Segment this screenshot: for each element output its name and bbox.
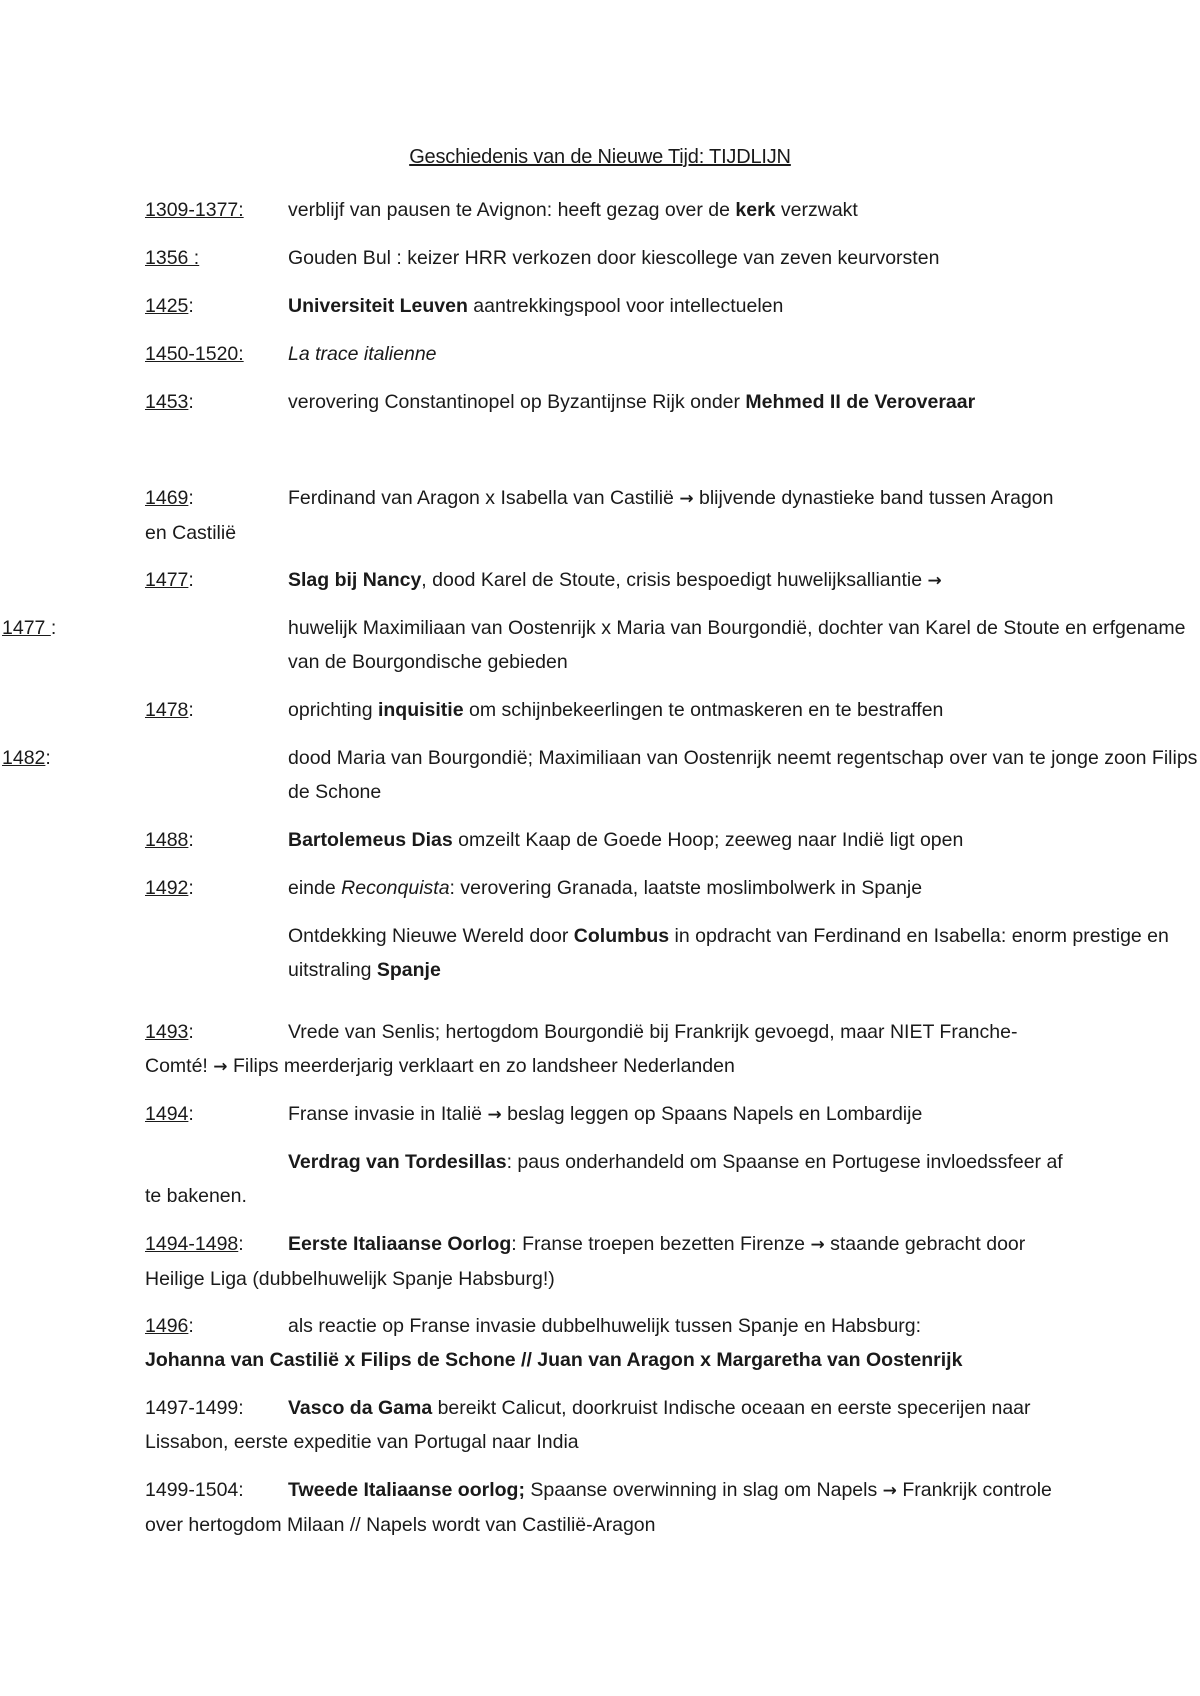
entry-date: 1482:	[2, 747, 51, 769]
entry-text-bold: Columbus	[573, 925, 670, 947]
timeline-entry	[145, 385, 1075, 419]
entry-date: 1492:	[145, 877, 194, 899]
timeline-entry	[145, 337, 1075, 371]
entry-text: oprichting inquisitie om schijnbekeerlingen te ontmaskeren en te bestraffen	[288, 699, 944, 721]
entry-text-bold: Spanje	[376, 959, 441, 981]
entry-date: 1494:	[145, 1103, 194, 1125]
timeline-entry-continuation	[145, 919, 1200, 987]
timeline-entry	[145, 693, 1075, 727]
arrow-right-icon: →	[679, 489, 694, 509]
entry-text: Bartolemeus Dias omzeilt Kaap de Goede Hoop; zeeweg naar Indië ligt open	[288, 829, 964, 851]
entry-date: 1496:	[145, 1315, 194, 1337]
entry-text: La trace italienne	[288, 343, 437, 365]
entry-text: verblijf van pausen te Avignon: heeft gezag over de kerk verzwakt	[288, 199, 858, 221]
entry-text: staande gebracht door Heilige Liga (dubbelhuwelijk Spanje Habsburg!)	[145, 1233, 1026, 1290]
timeline-entry	[145, 481, 1075, 550]
page-title: Geschiedenis van de Nieuwe Tijd: TIJDLIJN	[409, 146, 791, 168]
entry-date: 1477 :	[2, 617, 57, 639]
timeline-entry	[145, 241, 1075, 275]
timeline-entry	[145, 1309, 1075, 1377]
timeline-entry	[145, 1097, 1075, 1132]
timeline-entry	[145, 823, 1075, 857]
entry-date: 1356 :	[145, 247, 200, 269]
entry-text-bold: Tweede Italiaanse oorlog;	[288, 1479, 525, 1501]
timeline-entry-continuation	[145, 1145, 1075, 1213]
entry-date: 1450-1520:	[145, 343, 244, 365]
entry-text: Franse invasie in Italië → beslag leggen op Spaans Napels en Lombardije	[288, 1103, 923, 1125]
entry-text: verovering Constantinopel op Byzantijnse Rijk onder	[288, 391, 746, 413]
entry-date: 1477:	[145, 569, 194, 591]
entry-text: Ferdinand van Aragon x Isabella van Castilië	[288, 487, 680, 509]
entry-date: 1425:	[145, 295, 194, 317]
timeline-entry	[2, 611, 1200, 679]
entry-text-bold: Vasco da Gama	[288, 1397, 433, 1419]
entry-text: Filips meerderjarig verklaart en zo landsheer Nederlanden	[227, 1055, 735, 1077]
entry-text: in opdracht van Ferdinand en Isabella: enorm prestige en uitstraling	[288, 925, 1169, 981]
timeline-entry	[145, 1227, 1075, 1296]
timeline-entry	[145, 563, 1075, 598]
arrow-right-icon: →	[810, 1235, 825, 1255]
entry-date: 1499-1504:	[145, 1479, 244, 1501]
entry-date: 1488:	[145, 829, 194, 851]
entry-text: Frankrijk controle over hertogdom Milaan // Napels wordt van Castilië-Aragon	[145, 1479, 1052, 1536]
entry-text-bold: Eerste Italiaanse Oorlog	[288, 1233, 512, 1255]
timeline-entry	[2, 741, 1200, 809]
arrow-right-icon: →	[882, 1481, 897, 1501]
entry-text: : paus onderhandeld om Spaanse en Portugese invloedssfeer af te bakenen.	[145, 1151, 1063, 1207]
entry-text: Universiteit Leuven aantrekkingspool voor intellectuelen	[288, 295, 784, 317]
entry-text-bold: Mehmed II de Veroveraar	[745, 391, 976, 413]
entry-text: bereikt Calicut, doorkruist Indische oceaan en eerste specerijen naar Lissabon, eerste expeditie van Portugal naar India	[145, 1397, 1031, 1453]
entry-text: : Franse troepen bezetten Firenze	[511, 1233, 811, 1255]
entry-text: Spaanse overwinning in slag om Napels	[524, 1479, 883, 1501]
entry-text: Slag bij Nancy, dood Karel de Stoute, crisis bespoedigt huwelijksalliantie →	[288, 569, 942, 591]
entry-date: 1493:	[145, 1021, 194, 1043]
timeline-entry	[145, 871, 1075, 905]
entry-date: 1478:	[145, 699, 194, 721]
arrow-right-icon: →	[487, 1105, 502, 1125]
entry-text-bold: Johanna van Castilië x Filips de Schone // Juan van Aragon x Margaretha van Oostenrijk	[145, 1349, 963, 1371]
arrow-right-icon: →	[213, 1057, 228, 1077]
timeline-entry	[145, 1015, 1075, 1084]
timeline-entry	[145, 1473, 1075, 1542]
timeline-entry	[145, 1391, 1075, 1459]
arrow-right-icon: →	[927, 571, 942, 591]
entry-text: einde Reconquista: verovering Granada, laatste moslimbolwerk in Spanje	[288, 877, 923, 899]
entry-text: huwelijk Maximiliaan van Oostenrijk x Maria van Bourgondië, dochter van Karel de Stoute en erfgename van de Bourgondische gebieden	[288, 617, 1186, 673]
entry-date: 1453:	[145, 391, 194, 413]
timeline-entry	[145, 193, 1075, 227]
entry-text: dood Maria van Bourgondië; Maximiliaan van Oostenrijk neemt regentschap over van te jonge zoon Filips de Schone	[288, 747, 1198, 803]
entry-text: blijvende dynastieke band tussen Aragon en Castilië	[145, 487, 1054, 544]
entry-text: Gouden Bul : keizer HRR verkozen door kiescollege van zeven keurvorsten	[288, 247, 940, 269]
entry-date: 1494-1498:	[145, 1233, 244, 1255]
entry-date: 1469:	[145, 487, 194, 509]
entry-text: Ontdekking Nieuwe Wereld door	[288, 925, 574, 947]
entry-text: als reactie op Franse invasie dubbelhuwelijk tussen Spanje en Habsburg:	[288, 1315, 922, 1337]
entry-text-bold: Verdrag van Tordesillas	[288, 1151, 507, 1173]
entry-date: 1309-1377:	[145, 199, 244, 221]
timeline-entry	[145, 289, 1075, 323]
entry-date: 1497-1499:	[145, 1397, 244, 1419]
entry-text: Vrede van Senlis; hertogdom Bourgondië bij Frankrijk gevoegd, maar NIET Franche-Comté!	[145, 1021, 1018, 1077]
